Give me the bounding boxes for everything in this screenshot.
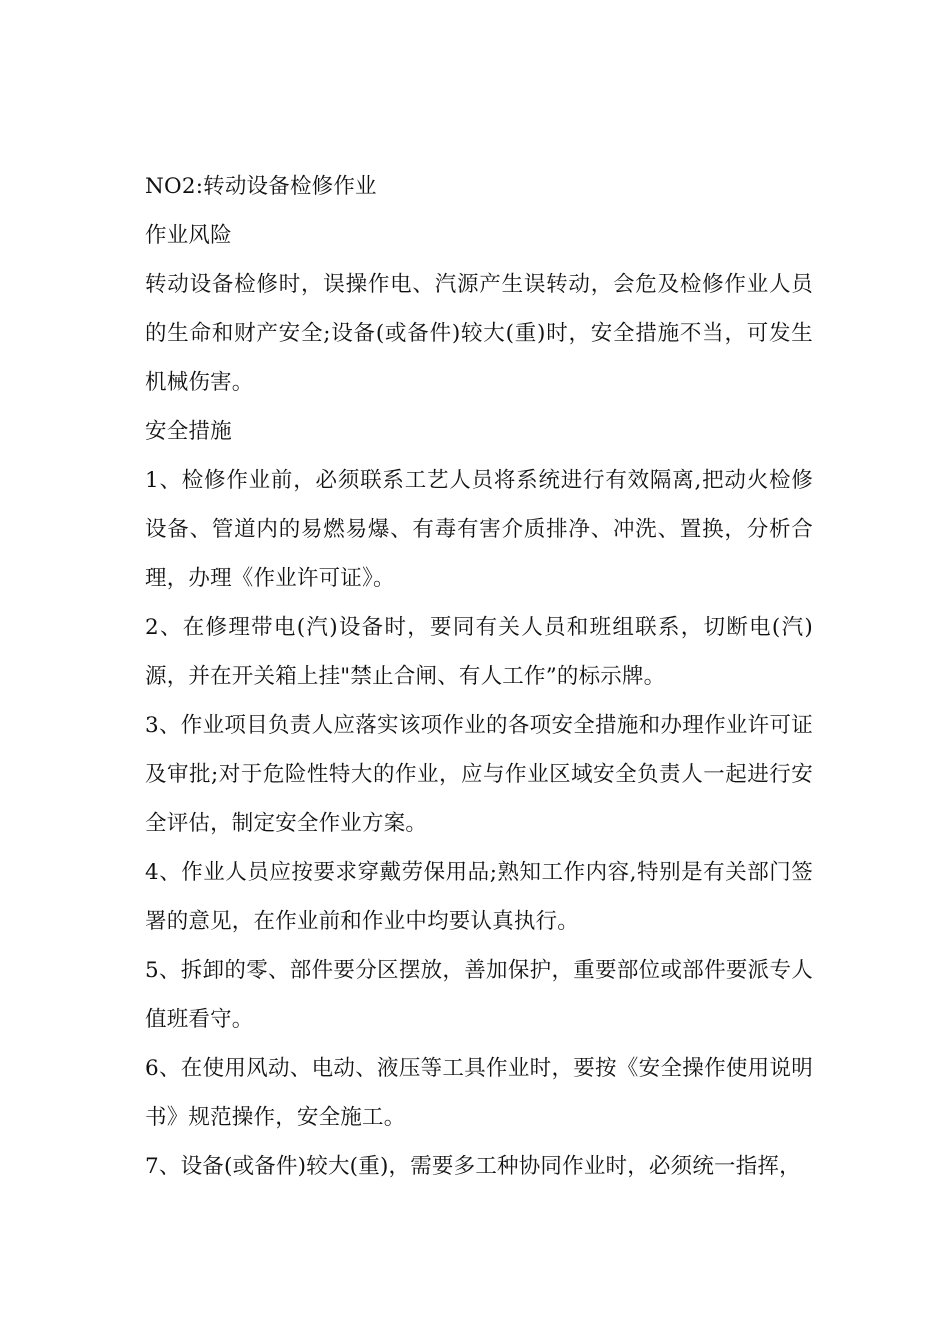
measure-item-4: 4、作业人员应按要求穿戴劳保用品;熟知工作内容,特别是有关部门签署的意见，在作业前和作业中均要认真执行。 — [145, 860, 813, 934]
document-body — [145, 162, 813, 1191]
measure-item-3: 3、作业项目负责人应落实该项作业的各项安全措施和办理作业许可证及审批;对于危险性特大的作业，应与作业区域安全负责人一起进行安全评估，制定安全作业方案。 — [145, 713, 813, 836]
risk-heading: 作业风险 — [145, 223, 232, 248]
measure-item-2: 2、在修理带电(汽)设备时，要同有关人员和班组联系，切断电(汽)源，并在开关箱上挂"禁止合闸、有人工作”的标示牌。 — [145, 615, 813, 689]
measures-heading: 安全措施 — [145, 419, 232, 444]
document-title: NO2:转动设备检修作业 — [145, 174, 377, 199]
risk-text: 转动设备检修时，误操作电、汽源产生误转动，会危及检修作业人员的生命和财产安全;设备(或备件)较大(重)时，安全措施不当，可发生机械伤害。 — [145, 272, 813, 395]
measure-item-7: 7、设备(或备件)较大(重)，需要多工种协同作业时，必须统一指挥， — [145, 1154, 801, 1179]
measure-item-1: 1、检修作业前，必须联系工艺人员将系统进行有效隔离,把动火检修设备、管道内的易燃易爆、有毒有害介质排净、冲洗、置换，分析合理，办理《作业许可证》。 — [145, 468, 813, 591]
measure-item-5: 5、拆卸的零、部件要分区摆放，善加保护，重要部位或部件要派专人值班看守。 — [145, 958, 813, 1032]
measure-item-6: 6、在使用风动、电动、液压等工具作业时，要按《安全操作使用说明书》规范操作，安全施工。 — [145, 1056, 813, 1130]
